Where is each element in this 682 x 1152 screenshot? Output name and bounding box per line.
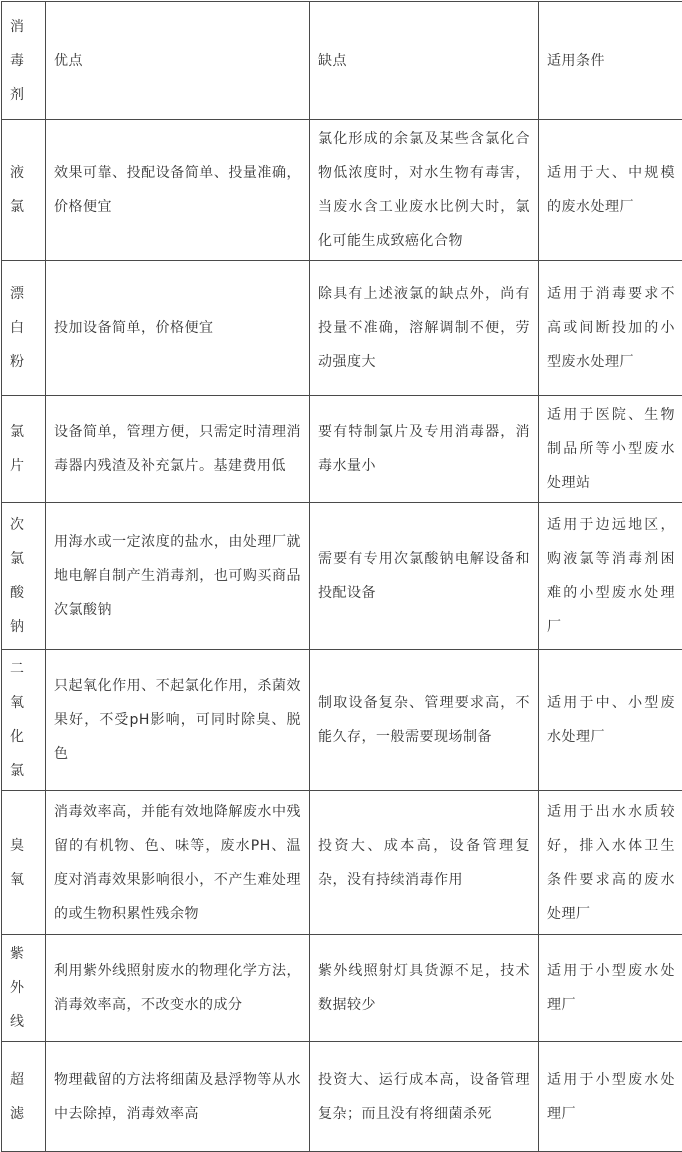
pros-cell: 效果可靠、投配设备简单、投量准确，价格便宜 (46, 120, 310, 261)
row-name-cell: 次氯酸钠 (2, 503, 46, 650)
table-row (2, 396, 682, 503)
table-row (2, 791, 682, 935)
cons-cell: 要有特制氯片及专用消毒器，消毒水量小 (310, 396, 539, 503)
conditions-cell: 适用于出水水质较好，排入水体卫生条件要求高的废水处理厂 (539, 791, 682, 935)
row-name-cell: 臭氧 (2, 791, 46, 935)
table-row (2, 935, 682, 1042)
header-cell-pros: 优点 (46, 2, 310, 120)
conditions-cell: 适用于小型废水处理厂 (539, 935, 682, 1042)
table-row (2, 261, 682, 396)
header-cell-cons: 缺点 (310, 2, 539, 120)
disinfectant-comparison-table (1, 1, 682, 1152)
pros-cell: 物理截留的方法将细菌及悬浮物等从水中去除掉，消毒效率高 (46, 1042, 310, 1152)
cons-cell: 投资大、运行成本高，设备管理复杂；而且没有将细菌杀死 (310, 1042, 539, 1152)
table-row (2, 650, 682, 791)
table-row (2, 503, 682, 650)
pros-cell: 利用紫外线照射废水的物理化学方法，消毒效率高，不改变水的成分 (46, 935, 310, 1042)
cons-cell: 除具有上述液氯的缺点外，尚有投量不准确，溶解调制不便，劳动强度大 (310, 261, 539, 396)
row-name-cell: 超滤 (2, 1042, 46, 1152)
header-cell-conditions: 适用条件 (539, 2, 682, 120)
row-name-cell: 氯片 (2, 396, 46, 503)
header-cell-agent: 消毒剂 (2, 2, 46, 120)
pros-cell: 用海水或一定浓度的盐水，由处理厂就地电解自制产生消毒剂，也可购买商品次氯酸钠 (46, 503, 310, 650)
pros-cell: 只起氧化作用、不起氯化作用，杀菌效果好，不受pH影响，可同时除臭、脱色 (46, 650, 310, 791)
table-row (2, 120, 682, 261)
pros-cell: 投加设备简单，价格便宜 (46, 261, 310, 396)
cons-cell: 投资大、成本高，设备管理复杂，没有持续消毒作用 (310, 791, 539, 935)
pros-cell: 设备简单，管理方便，只需定时清理消毒器内残渣及补充氯片。基建费用低 (46, 396, 310, 503)
table-header-row (2, 2, 682, 120)
cons-cell: 紫外线照射灯具货源不足，技术数据较少 (310, 935, 539, 1042)
row-name-cell: 紫外线 (2, 935, 46, 1042)
row-name-cell: 液氯 (2, 120, 46, 261)
row-name-cell: 漂白粉 (2, 261, 46, 396)
pros-cell: 消毒效率高，并能有效地降解废水中残留的有机物、色、味等，废水PH、温度对消毒效果影响很小，不产生难处理的或生物积累性残余物 (46, 791, 310, 935)
conditions-cell: 适用于中、小型废水处理厂 (539, 650, 682, 791)
conditions-cell: 适用于大、中规模的废水处理厂 (539, 120, 682, 261)
conditions-cell: 适用于小型废水处理厂 (539, 1042, 682, 1152)
conditions-cell: 适用于医院、生物制品所等小型废水处理站 (539, 396, 682, 503)
row-name-cell: 二氧化氯 (2, 650, 46, 791)
cons-cell: 制取设备复杂、管理要求高，不能久存，一般需要现场制备 (310, 650, 539, 791)
cons-cell: 需要有专用次氯酸钠电解设备和投配设备 (310, 503, 539, 650)
cons-cell: 氯化形成的余氯及某些含氯化合物低浓度时，对水生物有毒害，当废水含工业废水比例大时，氯化可能生成致癌化合物 (310, 120, 539, 261)
conditions-cell: 适用于边远地区，购液氯等消毒剂困难的小型废水处理厂 (539, 503, 682, 650)
conditions-cell: 适用于消毒要求不高或间断投加的小型废水处理厂 (539, 261, 682, 396)
